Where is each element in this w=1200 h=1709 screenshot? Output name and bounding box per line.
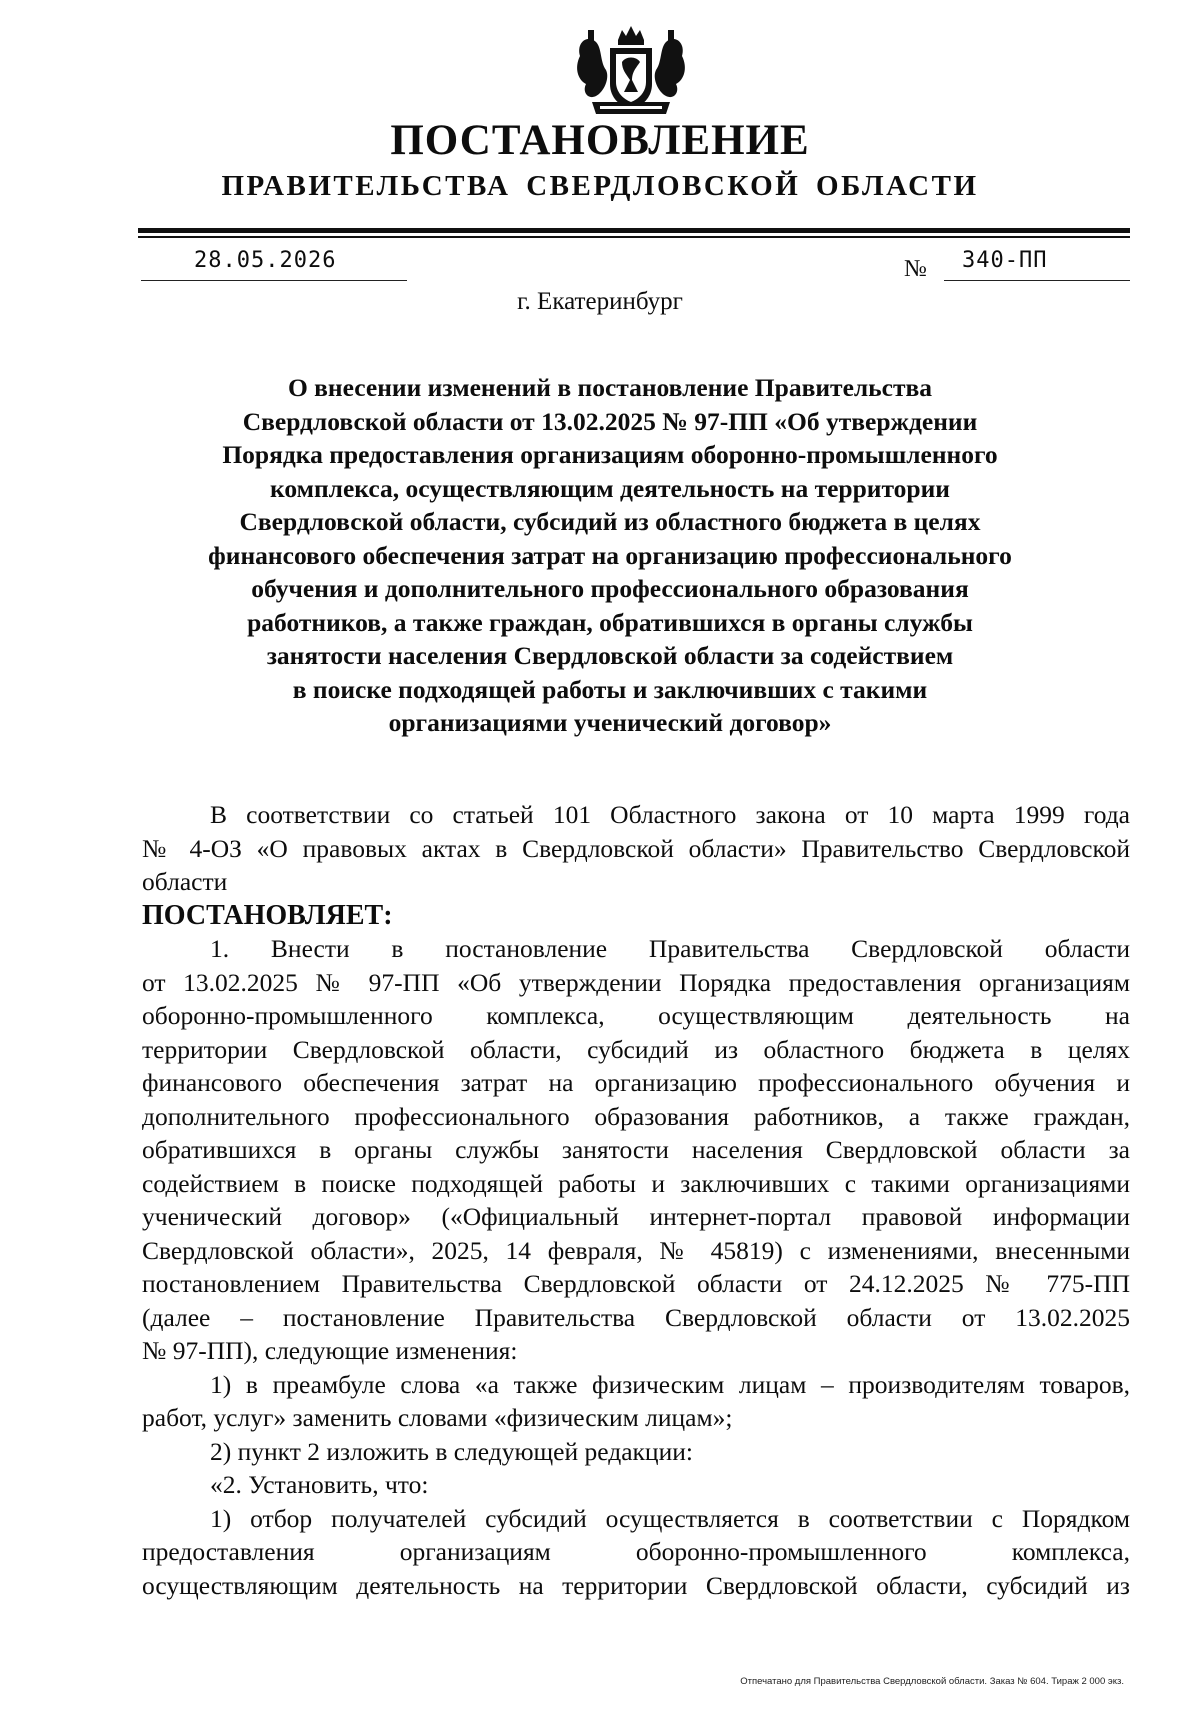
place-of-issue: г. Екатеринбург	[517, 288, 683, 315]
date-underline	[141, 280, 407, 281]
document-date: 28.05.2026	[194, 248, 337, 273]
title-line: организациями ученический договор»	[388, 708, 832, 737]
body-line: 1. Внести в постановление Правительства Свердловской области	[210, 934, 1130, 963]
title-line: финансового обеспечения затрат на организацию профессионального	[208, 540, 1012, 570]
title-line: Свердловской области, субсидий из областного бюджета в целях	[239, 507, 981, 536]
title-line: обучения и дополнительного профессионального образования	[251, 574, 969, 603]
title-line: комплекса, осуществляющим деятельность на территории	[270, 473, 950, 503]
body-line: осуществляющим деятельность на территории Свердловской области, субсидий из	[142, 1570, 1130, 1600]
coat-of-arms-emblem-icon	[566, 22, 696, 122]
title-line: О внесении изменений в постановление Правительства	[287, 373, 933, 402]
body-line: № 97-ПП), следующие изменения:	[142, 1336, 518, 1365]
body-line: В соответствии со статьей 101 Областного закона от 10 марта 1999 года	[210, 800, 1130, 829]
body-line: обратившихся в органы службы занятости населения Свердловской области за	[142, 1135, 1130, 1164]
body-line: постановлением Правительства Свердловской области от 24.12.2025 № 775-ПП	[142, 1269, 1130, 1298]
body-line: оборонно-промышленного комплекса, осуществляющим деятельность на	[142, 1001, 1130, 1030]
title-line: в поиске подходящей работы и заключивших с такими	[292, 674, 928, 704]
body-line: области	[142, 867, 228, 896]
body-line: работ, услуг» заменить словами «физическим лицам»;	[142, 1403, 733, 1432]
body-line: территории Свердловской области, субсидий из областного бюджета в целях	[142, 1034, 1130, 1064]
body-line: финансового обеспечения затрат на организацию профессионального обучения и	[142, 1068, 1130, 1097]
header-divider-thin	[138, 236, 1130, 238]
body-line: 1) в преамбуле слова «а также физическим лицам – производителям товаров,	[210, 1369, 1130, 1399]
body-line: (далее – постановление Правительства Свердловской области от 13.02.2025	[142, 1302, 1130, 1332]
title-line: работников, а также граждан, обратившихся в органы службы	[247, 607, 973, 637]
document-type-heading: ПОСТАНОВЛЕНИЕ	[390, 117, 810, 164]
decree-word: ПОСТАНОВЛЯЕТ:	[142, 899, 393, 931]
body-line: № 4-ОЗ «О правовых актах в Свердловской области» Правительство Свердловской	[142, 833, 1130, 863]
title-line: Порядка предоставления организациям оборонно-промышленного	[222, 440, 998, 469]
document-body	[142, 798, 1130, 1602]
body-line: содействием в поиске подходящей работы и заключивших с такими организациями	[142, 1168, 1130, 1198]
body-line: 1) отбор получателей субсидий осуществляется в соответствии с Порядком	[210, 1503, 1130, 1533]
body-line: дополнительного профессионального образования работников, а также граждан,	[142, 1101, 1130, 1131]
number-underline	[944, 280, 1130, 281]
title-line: занятости населения Свердловской области за содействием	[266, 641, 954, 670]
title-line: Свердловской области от 13.02.2025 № 97-ПП «Об утверждении	[242, 406, 978, 436]
body-line: предоставления организациям оборонно-промышленного комплекса,	[142, 1537, 1130, 1566]
document-number: 340-ПП	[962, 248, 1048, 273]
body-line: Свердловской области», 2025, 14 февраля, № 45819) с изменениями, внесенными	[142, 1235, 1130, 1265]
body-line: ученический договор» («Официальный интернет-портал правовой информации	[142, 1202, 1130, 1231]
print-imprint: Отпечатано для Правительства Свердловской области. Заказ № 604. Тираж 2 000 экз.	[740, 1676, 1124, 1687]
body-line: от 13.02.2025 № 97-ПП «Об утверждении Порядка предоставления организациям	[142, 967, 1130, 997]
header-divider-thick	[138, 228, 1130, 233]
number-sign: №	[904, 256, 927, 282]
body-line: 2) пункт 2 изложить в следующей редакции:	[210, 1436, 693, 1466]
issuing-authority-heading: ПРАВИТЕЛЬСТВА СВЕРДЛОВСКОЙ ОБЛАСТИ	[221, 170, 979, 202]
body-line: «2. Установить, что:	[210, 1470, 429, 1499]
document-title	[160, 371, 1060, 740]
